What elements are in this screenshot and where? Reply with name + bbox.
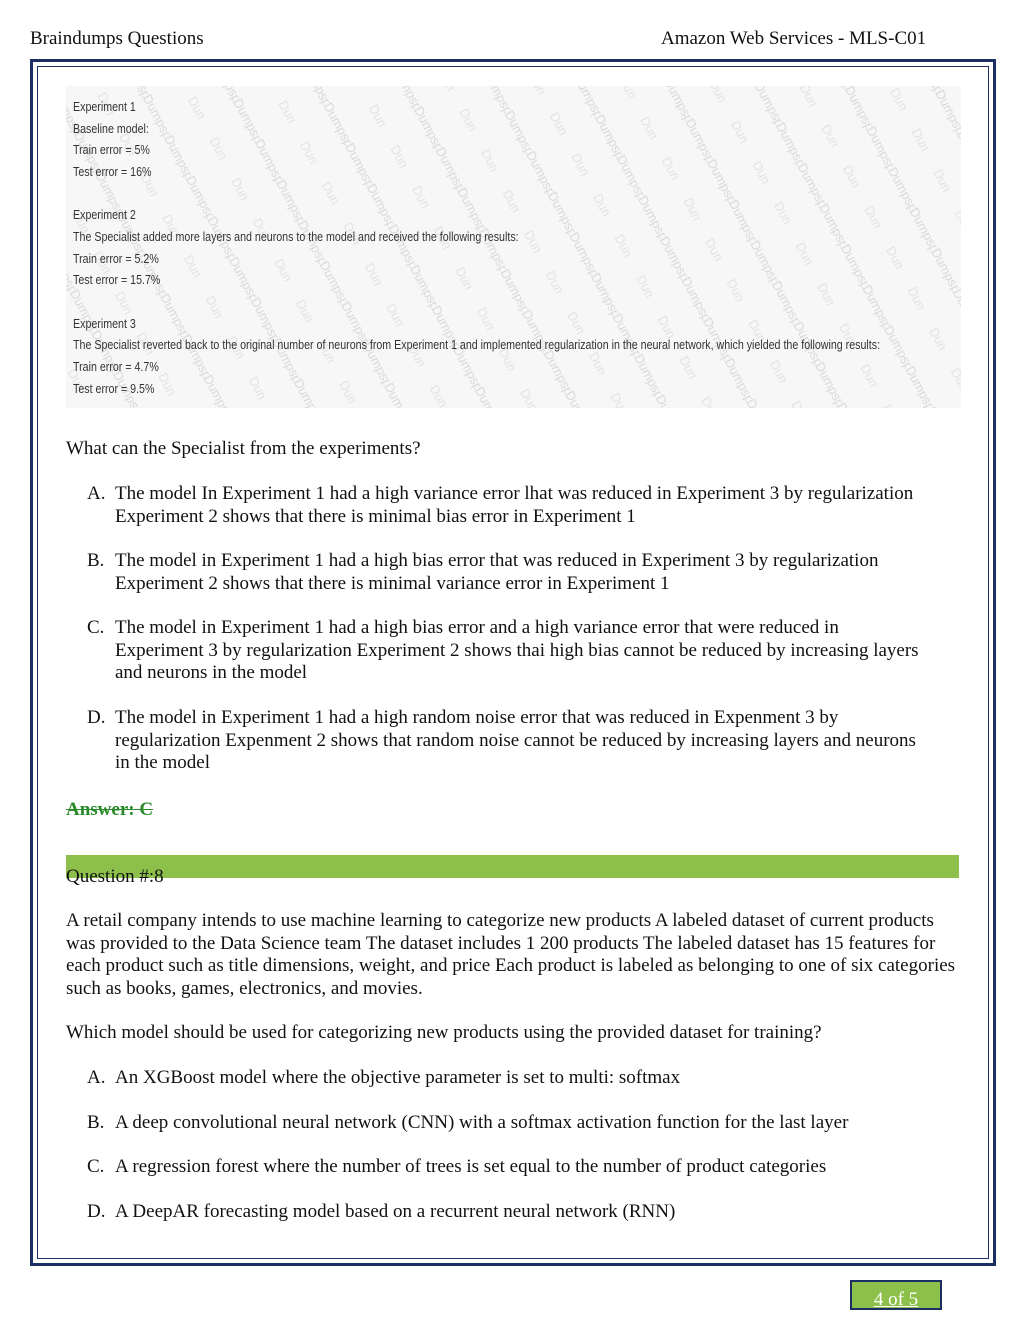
exp2-description: The Specialist added more layers and neurons to the model and received the following results:: [73, 228, 519, 244]
question7-option-d: [87, 707, 932, 775]
exp3-train-error: Train error = 4.7%: [73, 358, 159, 374]
question7-prompt: What can the Specialist from the experiments?: [66, 438, 421, 459]
question8-option-c: [87, 1156, 932, 1179]
experiment-results-image: [66, 86, 961, 408]
question8-prompt: Which model should be used for categorizing new products using the provided dataset for training?: [66, 1022, 822, 1043]
option-letter: C.: [87, 617, 105, 638]
question7-option-b: [87, 550, 932, 595]
experiment-text: [73, 96, 880, 399]
exp2-title: Experiment 2: [73, 207, 136, 223]
question-header-bar: [66, 855, 959, 878]
question8-option-b: [87, 1112, 932, 1135]
exp1-test-error: Test error = 16%: [73, 163, 152, 179]
option-letter: A.: [87, 483, 106, 504]
option-text: An XGBoost model where the objective parameter is set to multi: softmax: [115, 1067, 681, 1088]
exp2-test-error: Test error = 15.7%: [73, 272, 161, 288]
question8-paragraph: A retail company intends to use machine learning to categorize new products A labeled dataset of current products was provided to the Data Science team The dataset includes 1 200 products The labeled dataset has 15 features for each product such as title dimensions, weight, and price Each product is labeled as belonging to one of six categories such as books, games, electronics, and movies.: [66, 910, 956, 999]
exp3-test-error: Test error = 9.5%: [73, 380, 155, 396]
page-number-box: [850, 1280, 942, 1310]
exp3-title: Experiment 3: [73, 315, 136, 331]
option-text: A deep convolutional neural network (CNN) with a softmax activation function for the last layer: [115, 1112, 849, 1133]
question7-option-a: [87, 483, 932, 528]
question7-option-c: [87, 617, 932, 685]
exp1-model: Baseline model:: [73, 120, 149, 136]
header-left-title: Braindumps Questions: [30, 28, 204, 49]
exp1-train-error: Train error = 5%: [73, 142, 150, 158]
option-text: A regression forest where the number of trees is set equal to the number of product categories: [115, 1156, 827, 1177]
option-text: A DeepAR forecasting model based on a recurrent neural network (RNN): [115, 1201, 676, 1222]
option-text: The model In Experiment 1 had a high variance error lhat was reduced in Experiment 3 by regularization Experiment 2 shows that there is minimal bias error in Experiment 1: [115, 483, 914, 527]
option-letter: A.: [87, 1067, 106, 1088]
question8-option-d: [87, 1201, 932, 1224]
option-letter: D.: [87, 1201, 106, 1222]
exp3-description: The Specialist reverted back to the original number of neurons from Experiment 1 and implemented regularization in the neural network, which yielded the following results:: [73, 337, 881, 353]
option-text: The model in Experiment 1 had a high random noise error that was reduced in Expenment 3 by regularization Expenment 2 shows that random noise cannot be reduced by increasing layers and neurons in the model: [115, 707, 916, 773]
header-right-title: Amazon Web Services - MLS-C01: [661, 28, 927, 49]
question8-number: Question #:8: [66, 866, 164, 887]
answer-label: Answer: C: [66, 799, 154, 820]
exp2-train-error: Train error = 5.2%: [73, 250, 159, 266]
option-letter: B.: [87, 1112, 105, 1133]
option-text: The model in Experiment 1 had a high bias error and a high variance error that were reduced in Experiment 3 by regularization Experiment 2 shows thai high bias cannot be reduced by increasing layers and neurons in the model: [115, 617, 919, 683]
option-text: The model in Experiment 1 had a high bias error that was reduced in Experiment 3 by regularization Experiment 2 shows that there is minimal variance error in Experiment 1: [115, 550, 879, 594]
question8-option-a: [87, 1067, 932, 1090]
option-letter: C.: [87, 1156, 105, 1177]
option-letter: B.: [87, 550, 105, 571]
page-number: 4 of 5: [873, 1289, 919, 1310]
option-letter: D.: [87, 707, 106, 728]
exp1-title: Experiment 1: [73, 99, 136, 114]
